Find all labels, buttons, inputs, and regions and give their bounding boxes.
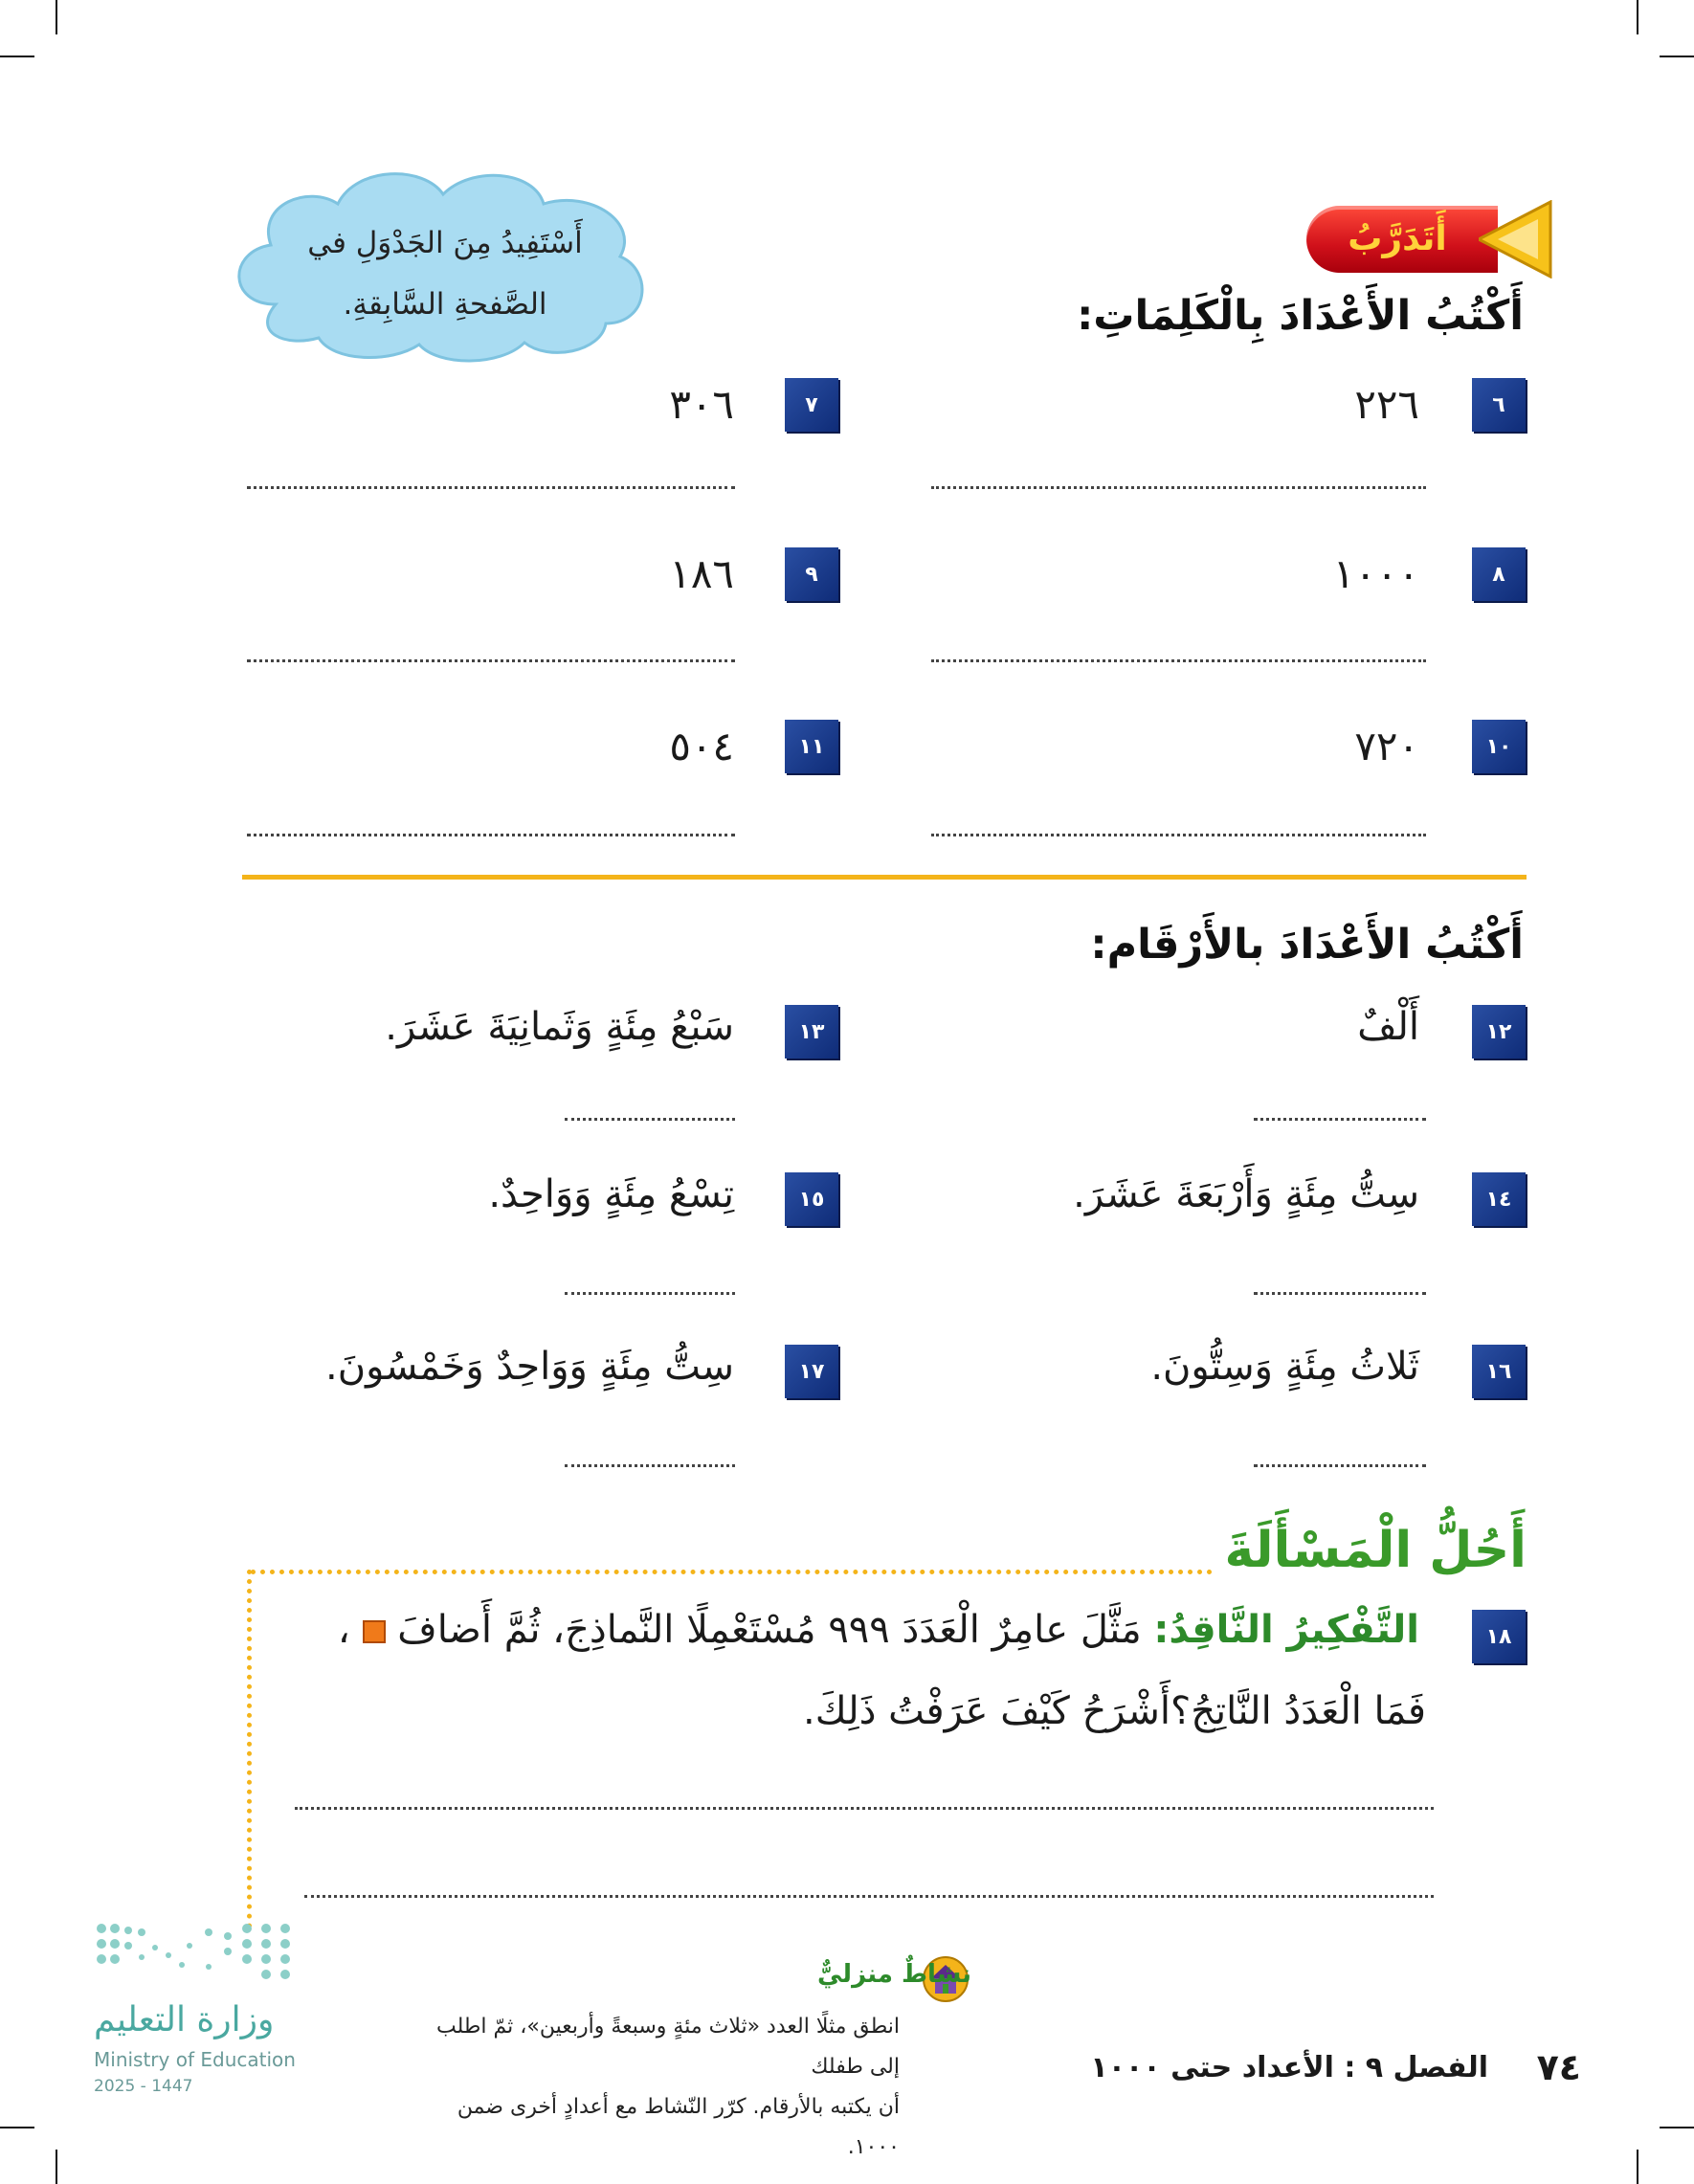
arrow-icon [1479, 200, 1555, 279]
problem-text: مَثَّلَ عامِرٌ الْعَدَدَ ٩٩٩ مُسْتَعْمِلًا النَّماذِجَ، ثُمَّ أَضافَ [397, 1608, 1142, 1652]
exercise-number: ١٤ [1472, 1172, 1526, 1226]
answer-line[interactable] [1254, 1292, 1426, 1295]
exercise-value: ٧٢٠ [1354, 723, 1419, 769]
answer-line[interactable] [931, 486, 1426, 489]
section-separator [242, 875, 1527, 880]
answer-line[interactable] [565, 1292, 735, 1295]
exercise-number: ١٨ [1472, 1610, 1526, 1663]
critical-thinking-label: التَّفْكِيرُ النَّاقِدُ: [1153, 1608, 1419, 1652]
dotted-border [247, 1570, 252, 1928]
square-icon [363, 1620, 386, 1643]
section1-heading: أَكْتُبُ الأَعْدَادَ بِالْكَلِمَاتِ: [1077, 292, 1524, 340]
crop-mark [1637, 0, 1638, 34]
home-line: انطق مثلًا العدد «ثلاث مئةٍ وسبعةً وأربعين»، ثمّ اطلب إلى طفلك [436, 2015, 900, 2079]
exercise-value: ٥٠٤ [669, 723, 734, 769]
ministry-name-ar: وزارة التعليم [94, 2000, 275, 2039]
ministry-year: 2025 - 1447 [94, 2077, 193, 2096]
crop-mark [1660, 2127, 1694, 2128]
exercise-value: تِسْعُ مِئَةٍ وَوَاحِدٌ. [488, 1172, 734, 1216]
exercise-number: ٧ [785, 378, 838, 432]
exercise-value: ٢٢٦ [1354, 381, 1419, 428]
answer-line[interactable] [1254, 1118, 1426, 1121]
ministry-name-en: Ministry of Education [94, 2048, 296, 2071]
problem-punctuation: ، [337, 1608, 350, 1652]
exercise-number: ١٥ [785, 1172, 838, 1226]
exercise-number: ١١ [785, 720, 838, 773]
exercise-number: ١٠ [1472, 720, 1526, 773]
answer-line[interactable] [247, 486, 735, 489]
answer-line[interactable] [1254, 1464, 1426, 1467]
crop-mark [56, 0, 57, 34]
answer-line[interactable] [304, 1895, 1434, 1898]
exercise-number: ١٧ [785, 1345, 838, 1398]
exercise-value: سِتُّ مِئَةٍ وَأَرْبَعَةَ عَشَرَ. [1073, 1172, 1419, 1216]
crop-mark [56, 2150, 57, 2184]
answer-line[interactable] [247, 659, 735, 662]
answer-line[interactable] [295, 1807, 1434, 1810]
crop-mark [1637, 2150, 1638, 2184]
home-line: أن يكتبه بالأرقام. كرّر النّشاط مع أعدادٍ أخرى ضمن ١٠٠٠. [457, 2095, 900, 2159]
problem-solving-heading: أَحُلُّ الْمَسْأَلَةَ [1224, 1522, 1527, 1579]
exercise-number: ١٣ [785, 1005, 838, 1059]
exercise-number: ١٦ [1472, 1345, 1526, 1398]
exercise-value: سَبْعُ مِئَةٍ وَثَمانِيَةَ عَشَرَ. [385, 1005, 734, 1049]
practice-label: أَتَدَرَّبُ [1348, 219, 1447, 258]
exercise-value: سِتُّ مِئَةٍ وَوَاحِدٌ وَخَمْسُونَ. [325, 1345, 734, 1389]
home-activity-title: نشاطٌ منزليٌّ [817, 1960, 971, 1989]
practice-badge [1306, 206, 1550, 273]
problem-line-2: فَمَا الْعَدَدُ النَّاتِجُ؟أَشْرَحُ كَيْفَ عَرَفْتُ ذَلِكَ. [803, 1689, 1426, 1733]
exercise-number: ٦ [1472, 378, 1526, 432]
answer-line[interactable] [247, 834, 735, 836]
chapter-title: الفصل ٩ : الأعداد حتى ١٠٠٠ [1090, 2051, 1488, 2084]
answer-line[interactable] [931, 659, 1426, 662]
ministry-logo-icon [94, 1919, 300, 1991]
exercise-number: ٨ [1472, 547, 1526, 601]
exercise-value: أَلْفٌ [1357, 1005, 1419, 1049]
home-activity-text [402, 2007, 900, 2168]
problem-line-1 [338, 1608, 1419, 1652]
exercise-value: ثَلاثُ مِئَةٍ وَسِتُّونَ. [1150, 1345, 1419, 1389]
exercise-number: ١٢ [1472, 1005, 1526, 1059]
exercise-value: ١٨٦ [669, 550, 734, 597]
answer-line[interactable] [565, 1118, 735, 1121]
crop-mark [0, 2127, 34, 2128]
page-number: ٧٤ [1536, 2046, 1581, 2088]
exercise-value: ٣٠٦ [669, 381, 734, 428]
answer-line[interactable] [565, 1464, 735, 1467]
exercise-value: ١٠٠٠ [1332, 550, 1419, 597]
crop-mark [0, 56, 34, 57]
hint-text [287, 212, 603, 335]
hint-line: أَسْتَفِيدُ مِنَ الجَدْوَلِ في [307, 226, 583, 260]
dotted-border [251, 1570, 1213, 1574]
exercise-number: ٩ [785, 547, 838, 601]
section2-heading: أَكْتُبُ الأَعْدَادَ بالأَرْقَام: [1090, 921, 1524, 969]
crop-mark [1660, 56, 1694, 57]
hint-line: الصَّفحةِ السَّابِقةِ. [343, 287, 547, 322]
answer-line[interactable] [931, 834, 1426, 836]
